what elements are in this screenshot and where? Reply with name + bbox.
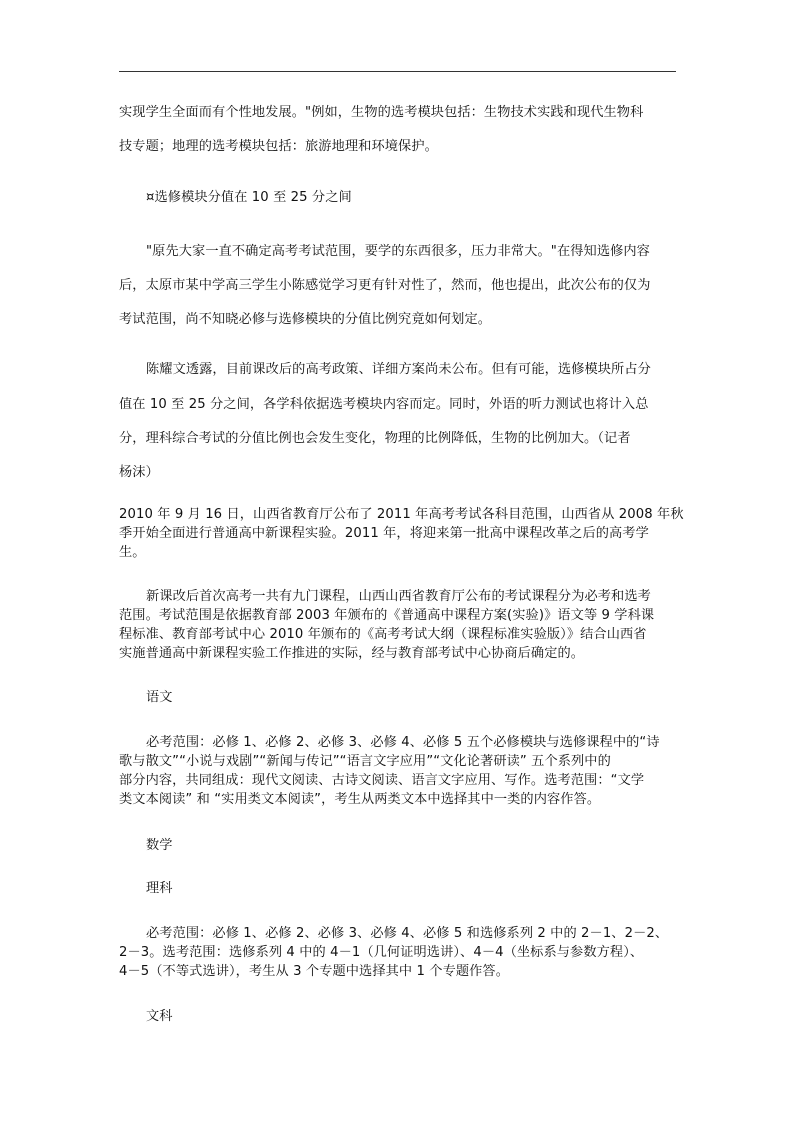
text-line: 新课改后首次高考一共有九门课程，山西山西省教育厅公布的考试课程分为必考和选考 [146, 589, 651, 604]
header-rule [119, 71, 676, 72]
text-line: 4－5（不等式选讲），考生从 3 个专题中选择其中 1 个专题作答。 [119, 964, 510, 979]
text-line: 程标准、教育部考试中心 2010 年颁布的《高考考试大纲（课程标准实验版）》结合山西省 [119, 627, 647, 642]
text-line: "原先大家一直不确定高考考试范围，要学的东西很多，压力非常大。"在得知选修内容 [146, 244, 650, 259]
text-line: 季开始全面进行普通高中新课程实验。2011 年，将迎来第一批高中课程改革之后的高考学 [119, 526, 649, 541]
text-line: 生。 [119, 545, 146, 560]
text-line: 部分内容，共同组成：现代文阅读、古诗文阅读、语言文字应用、写作。选考范围：“文学 [119, 773, 645, 788]
text-line: 类文本阅读” 和 “实用类文本阅读”，考生从两类文本中选择其中一类的内容作答。 [119, 792, 601, 807]
text-line: 实施普通高中新课程实验工作推进的实际，经与教育部考试中心协商后确定的。 [119, 646, 585, 661]
text-line: 范围。考试范围是依据教育部 2003 年颁布的《普通高中课程方案(实验)》语文等 9 学科课 [119, 608, 655, 623]
text-line: 后，太原市某中学高三学生小陈感觉学习更有针对性了，然而，他也提出，此次公布的仅为 [119, 278, 651, 293]
section-heading: 语文 [146, 690, 173, 705]
text-line: 实现学生全面而有个性地发展。"例如，生物的选考模块包括：生物技术实践和现代生物科 [119, 105, 644, 120]
section-heading: 数学 [146, 838, 173, 853]
section-heading: 文科 [146, 1009, 173, 1024]
section-heading: 理科 [146, 881, 173, 896]
text-line: 值在 10 至 25 分之间，各学科依据选考模块内容而定。同时，外语的听力测试也将计入总 [119, 397, 649, 412]
text-line: 必考范围：必修 1、必修 2、必修 3、必修 4、必修 5 和选修系列 2 中的 2－1、2－2、 [146, 926, 669, 941]
section-heading: ¤选修模块分值在 10 至 25 分之间 [146, 190, 352, 205]
text-line: 必考范围：必修 1、必修 2、必修 3、必修 4、必修 5 五个必修模块与选修课程中的“诗 [146, 735, 660, 750]
text-line: 歌与散文”“小说与戏剧”“新闻与传记”“语言文字应用”“文化论著研读” 五个系列中的 [119, 754, 611, 769]
text-line: 2－3。选考范围：选修系列 4 中的 4－1（几何证明选讲）、4－4（坐标系与参数方程）、 [119, 945, 644, 960]
text-line: 陈耀文透露，目前课改后的高考政策、详细方案尚未公布。但有可能，选修模块所占分 [146, 362, 651, 377]
text-line: 分，理科综合考试的分值比例也会发生变化，物理的比例降低，生物的比例加大。（记者 [119, 431, 631, 446]
text-line: 2010 年 9 月 16 日，山西省教育厅公布了 2011 年高考考试各科目范围，山西省从 2008 年秋 [119, 507, 684, 522]
text-line: 杨沫） [119, 465, 159, 480]
text-line: 考试范围，尚不知晓必修与选修模块的分值比例究竟如何划定。 [119, 312, 492, 327]
text-line: 技专题；地理的选考模块包括：旅游地理和环境保护。 [119, 139, 438, 154]
